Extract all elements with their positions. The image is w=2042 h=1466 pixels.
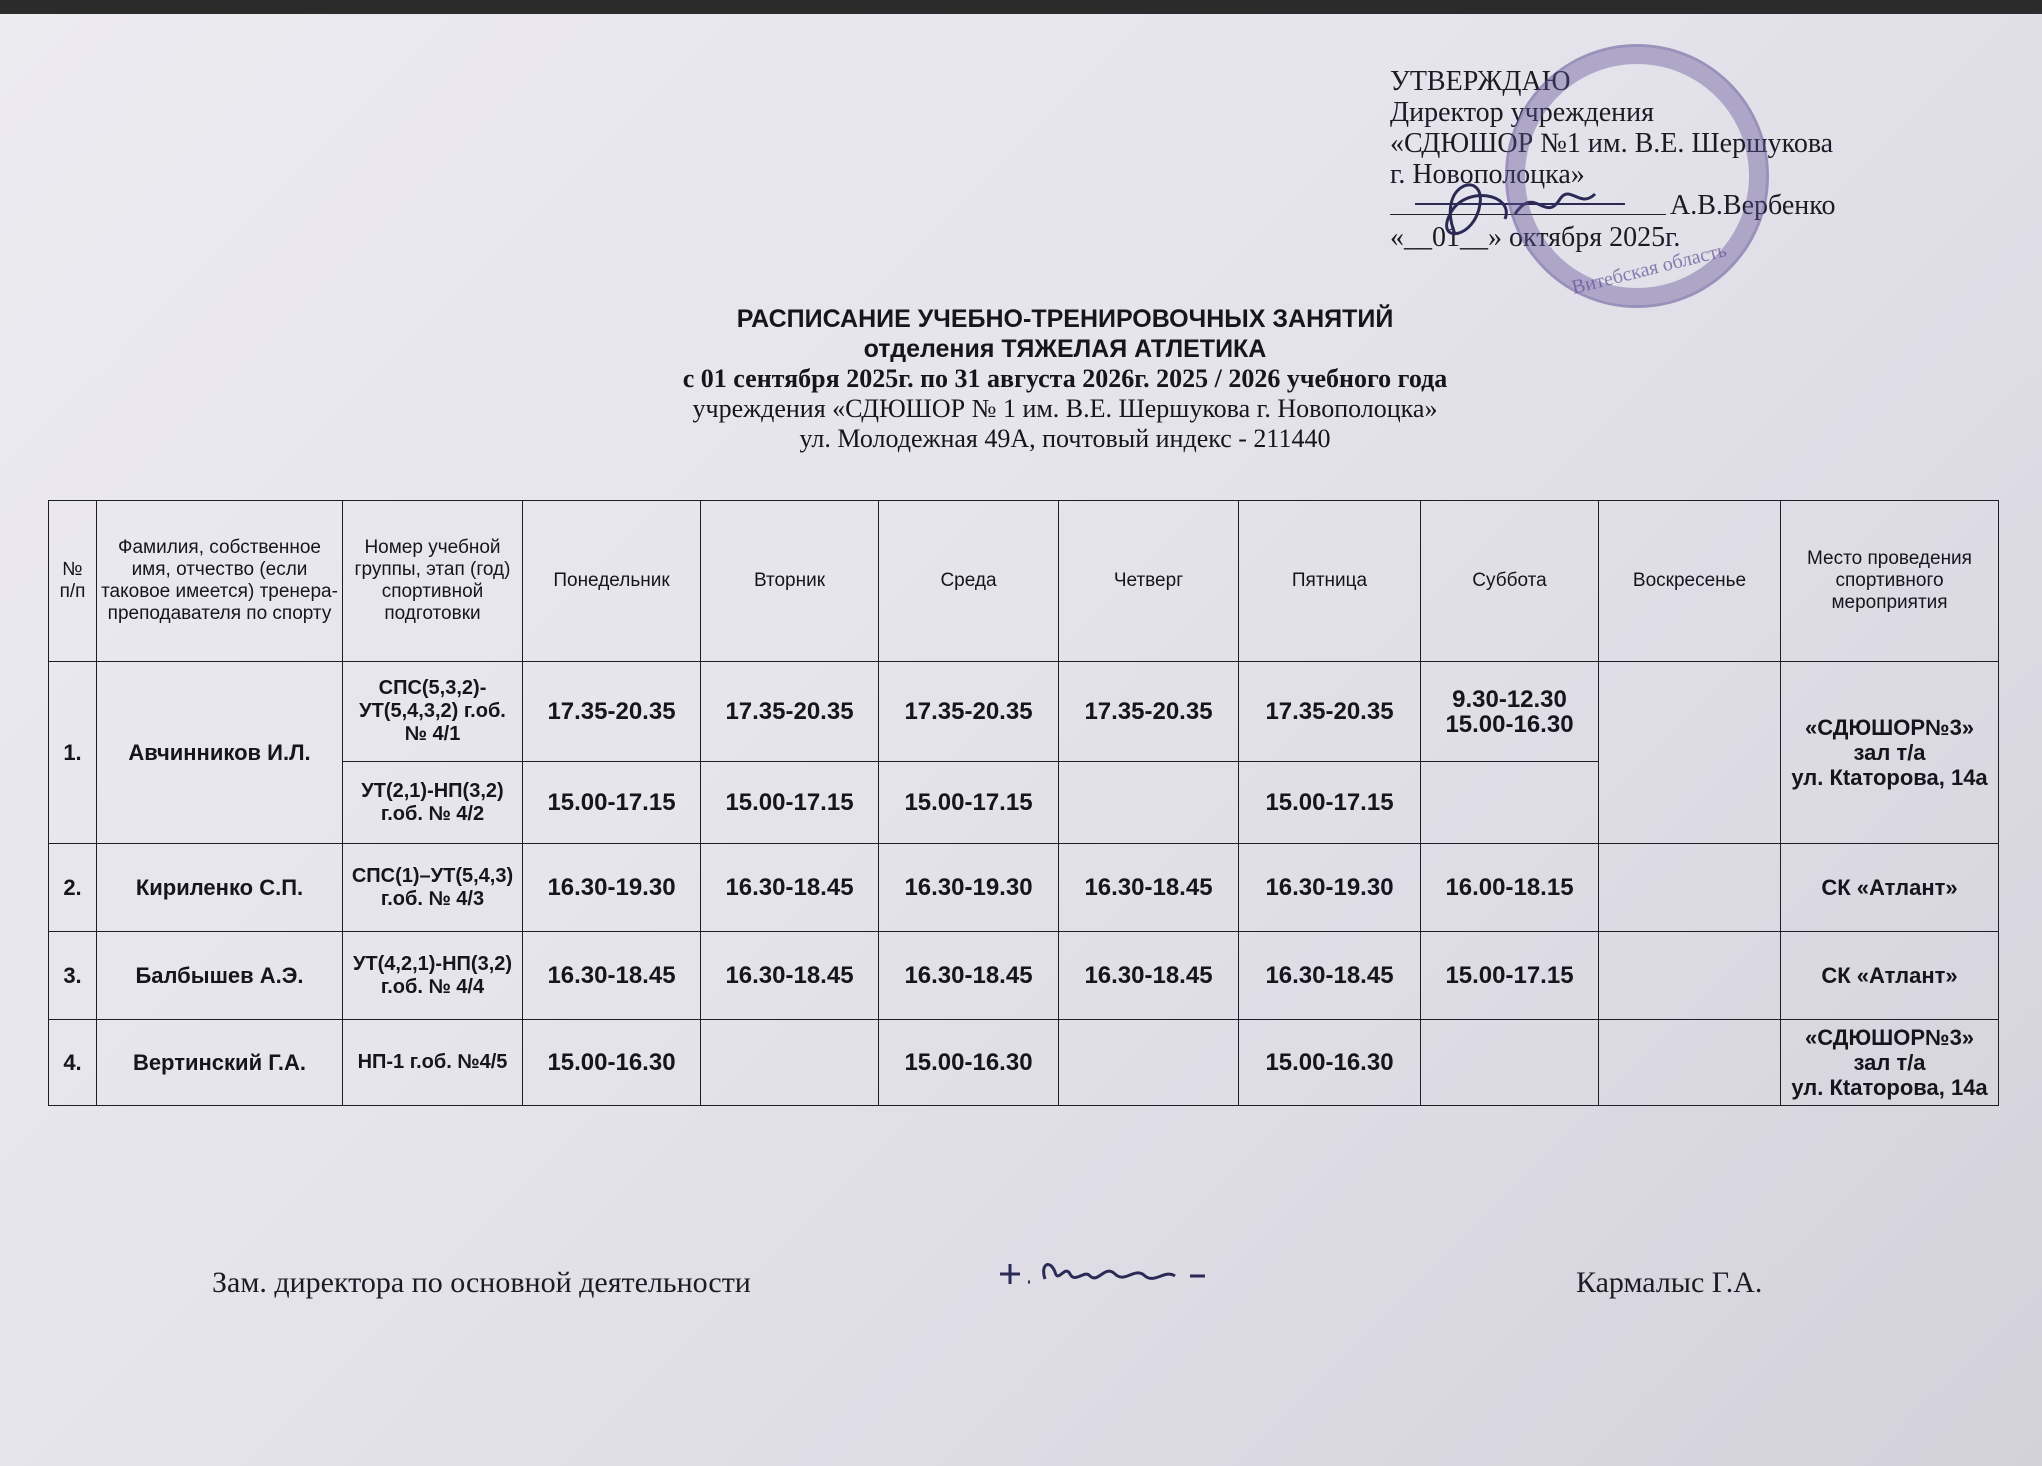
cell-friday: 17.35-20.35	[1239, 662, 1421, 762]
approval-heading: УТВЕРЖДАЮ	[1390, 66, 1571, 97]
title-period: с 01 сентября 2025г. по 31 августа 2026г. 2025 / 2026 учебного года	[682, 364, 1448, 393]
cell-tuesday	[701, 1020, 879, 1106]
header-group: Номер учебной группы, этап (год) спортивной подготовки	[343, 501, 523, 662]
cell-sunday	[1599, 844, 1781, 932]
cell-tuesday: 16.30-18.45	[701, 844, 879, 932]
cell-wednesday: 15.00-16.30	[879, 1020, 1059, 1106]
header-place: Место проведения спортивного мероприятия	[1781, 501, 1999, 662]
cell-tuesday: 16.30-18.45	[701, 932, 879, 1020]
row-coach: Балбышев А.Э.	[97, 932, 343, 1020]
row-place: СК «Атлант»	[1781, 932, 1999, 1020]
table-row	[49, 844, 1999, 932]
cell-monday: 15.00-16.30	[523, 1020, 701, 1106]
approval-date: «__01__» октября 2025г.	[1390, 222, 1681, 253]
place-line-1: «СДЮШОР№3»	[1804, 1025, 1975, 1050]
cell-monday: 16.30-19.30	[523, 844, 701, 932]
row-place	[1781, 1020, 1999, 1106]
cell-thursday	[1059, 1020, 1239, 1106]
row-group: СПС(1)–УТ(5,4,3) г.об. № 4/3	[343, 844, 523, 932]
header-thursday: Четверг	[1059, 501, 1239, 662]
row-num: 2.	[49, 844, 97, 932]
saturday-slot-1: 9.30-12.30	[1452, 685, 1567, 713]
approval-position: Директор учреждения	[1390, 97, 1654, 128]
cell-sunday	[1599, 932, 1781, 1020]
header-coach: Фамилия, собственное имя, отчество (если таковое имеется) тренера-преподавателя по спорту	[97, 501, 343, 662]
table-header-row	[49, 501, 1999, 662]
cell-friday: 15.00-17.15	[1239, 762, 1421, 844]
cell-thursday: 17.35-20.35	[1059, 662, 1239, 762]
row-place	[1781, 662, 1999, 844]
footer-name: Кармалыс Г.А.	[1576, 1266, 1763, 1299]
place-line-2: зал т/а	[1853, 1050, 1926, 1075]
header-wednesday: Среда	[879, 501, 1059, 662]
approval-org: «СДЮШОР №1 им. В.Е. Шершукова	[1390, 128, 1834, 159]
row-num: 4.	[49, 1020, 97, 1106]
row-group: НП-1 г.об. №4/5	[343, 1020, 523, 1106]
cell-friday: 15.00-16.30	[1239, 1020, 1421, 1106]
row-group: СПС(5,3,2)-УТ(5,4,3,2) г.об. № 4/1	[343, 662, 523, 762]
document-title	[430, 304, 1700, 454]
cell-thursday: 16.30-18.45	[1059, 844, 1239, 932]
cell-thursday	[1059, 762, 1239, 844]
table-row	[49, 932, 1999, 1020]
cell-wednesday: 15.00-17.15	[879, 762, 1059, 844]
table-row	[49, 1020, 1999, 1106]
title-institution: учреждения «СДЮШОР № 1 им. В.Е. Шершукова г. Новополоцка»	[692, 394, 1438, 423]
cell-saturday	[1421, 762, 1599, 844]
cell-saturday	[1421, 1020, 1599, 1106]
place-line-2: зал т/а	[1853, 740, 1926, 765]
cell-wednesday: 16.30-19.30	[879, 844, 1059, 932]
header-sunday: Воскресенье	[1599, 501, 1781, 662]
cell-monday: 16.30-18.45	[523, 932, 701, 1020]
cell-sunday	[1599, 1020, 1781, 1106]
row-coach: Вертинский Г.А.	[97, 1020, 343, 1106]
cell-saturday: 16.00-18.15	[1421, 844, 1599, 932]
cell-thursday: 16.30-18.45	[1059, 932, 1239, 1020]
row-coach: Авчинников И.Л.	[97, 662, 343, 844]
cell-tuesday: 15.00-17.15	[701, 762, 879, 844]
place-line-3: ул. Кtаторова, 14а	[1791, 1075, 1988, 1100]
cell-monday: 15.00-17.15	[523, 762, 701, 844]
cell-saturday	[1421, 662, 1599, 762]
approval-signer: А.В.Вербенко	[1670, 190, 1836, 221]
row-place: СК «Атлант»	[1781, 844, 1999, 932]
deputy-signature-icon	[990, 1234, 1230, 1304]
row-num: 1.	[49, 662, 97, 844]
schedule-table	[48, 500, 1999, 1106]
header-monday: Понедельник	[523, 501, 701, 662]
place-line-1: «СДЮШОР№3»	[1804, 715, 1975, 740]
document-page	[0, 14, 2042, 1466]
header-num: № п/п	[49, 501, 97, 662]
footer-position: Зам. директора по основной деятельности	[212, 1266, 751, 1299]
header-saturday: Суббота	[1421, 501, 1599, 662]
cell-saturday: 15.00-17.15	[1421, 932, 1599, 1020]
header-friday: Пятница	[1239, 501, 1421, 662]
row-coach: Кириленко С.П.	[97, 844, 343, 932]
row-num: 3.	[49, 932, 97, 1020]
title-department: отделения ТЯЖЕЛАЯ АТЛЕТИКА	[863, 335, 1267, 363]
cell-tuesday: 17.35-20.35	[701, 662, 879, 762]
title-main: РАСПИСАНИЕ УЧЕБНО-ТРЕНИРОВОЧНЫХ ЗАНЯТИЙ	[736, 305, 1394, 333]
row-group: УТ(2,1)-НП(3,2) г.об. № 4/2	[343, 762, 523, 844]
cell-wednesday: 16.30-18.45	[879, 932, 1059, 1020]
header-tuesday: Вторник	[701, 501, 879, 662]
cell-sunday	[1599, 662, 1781, 844]
place-line-3: ул. Кtаторова, 14а	[1791, 765, 1988, 790]
cell-monday: 17.35-20.35	[523, 662, 701, 762]
cell-friday: 16.30-19.30	[1239, 844, 1421, 932]
approval-city: г. Новополоцка»	[1390, 159, 1585, 190]
title-address: ул. Молодежная 49А, почтовый индекс - 211440	[799, 424, 1331, 453]
row-group: УТ(4,2,1)-НП(3,2) г.об. № 4/4	[343, 932, 523, 1020]
saturday-slot-2: 15.00-16.30	[1445, 710, 1574, 738]
cell-friday: 16.30-18.45	[1239, 932, 1421, 1020]
stamp-region-text: Витебская область	[1569, 239, 1729, 299]
cell-wednesday: 17.35-20.35	[879, 662, 1059, 762]
table-row	[49, 662, 1999, 762]
